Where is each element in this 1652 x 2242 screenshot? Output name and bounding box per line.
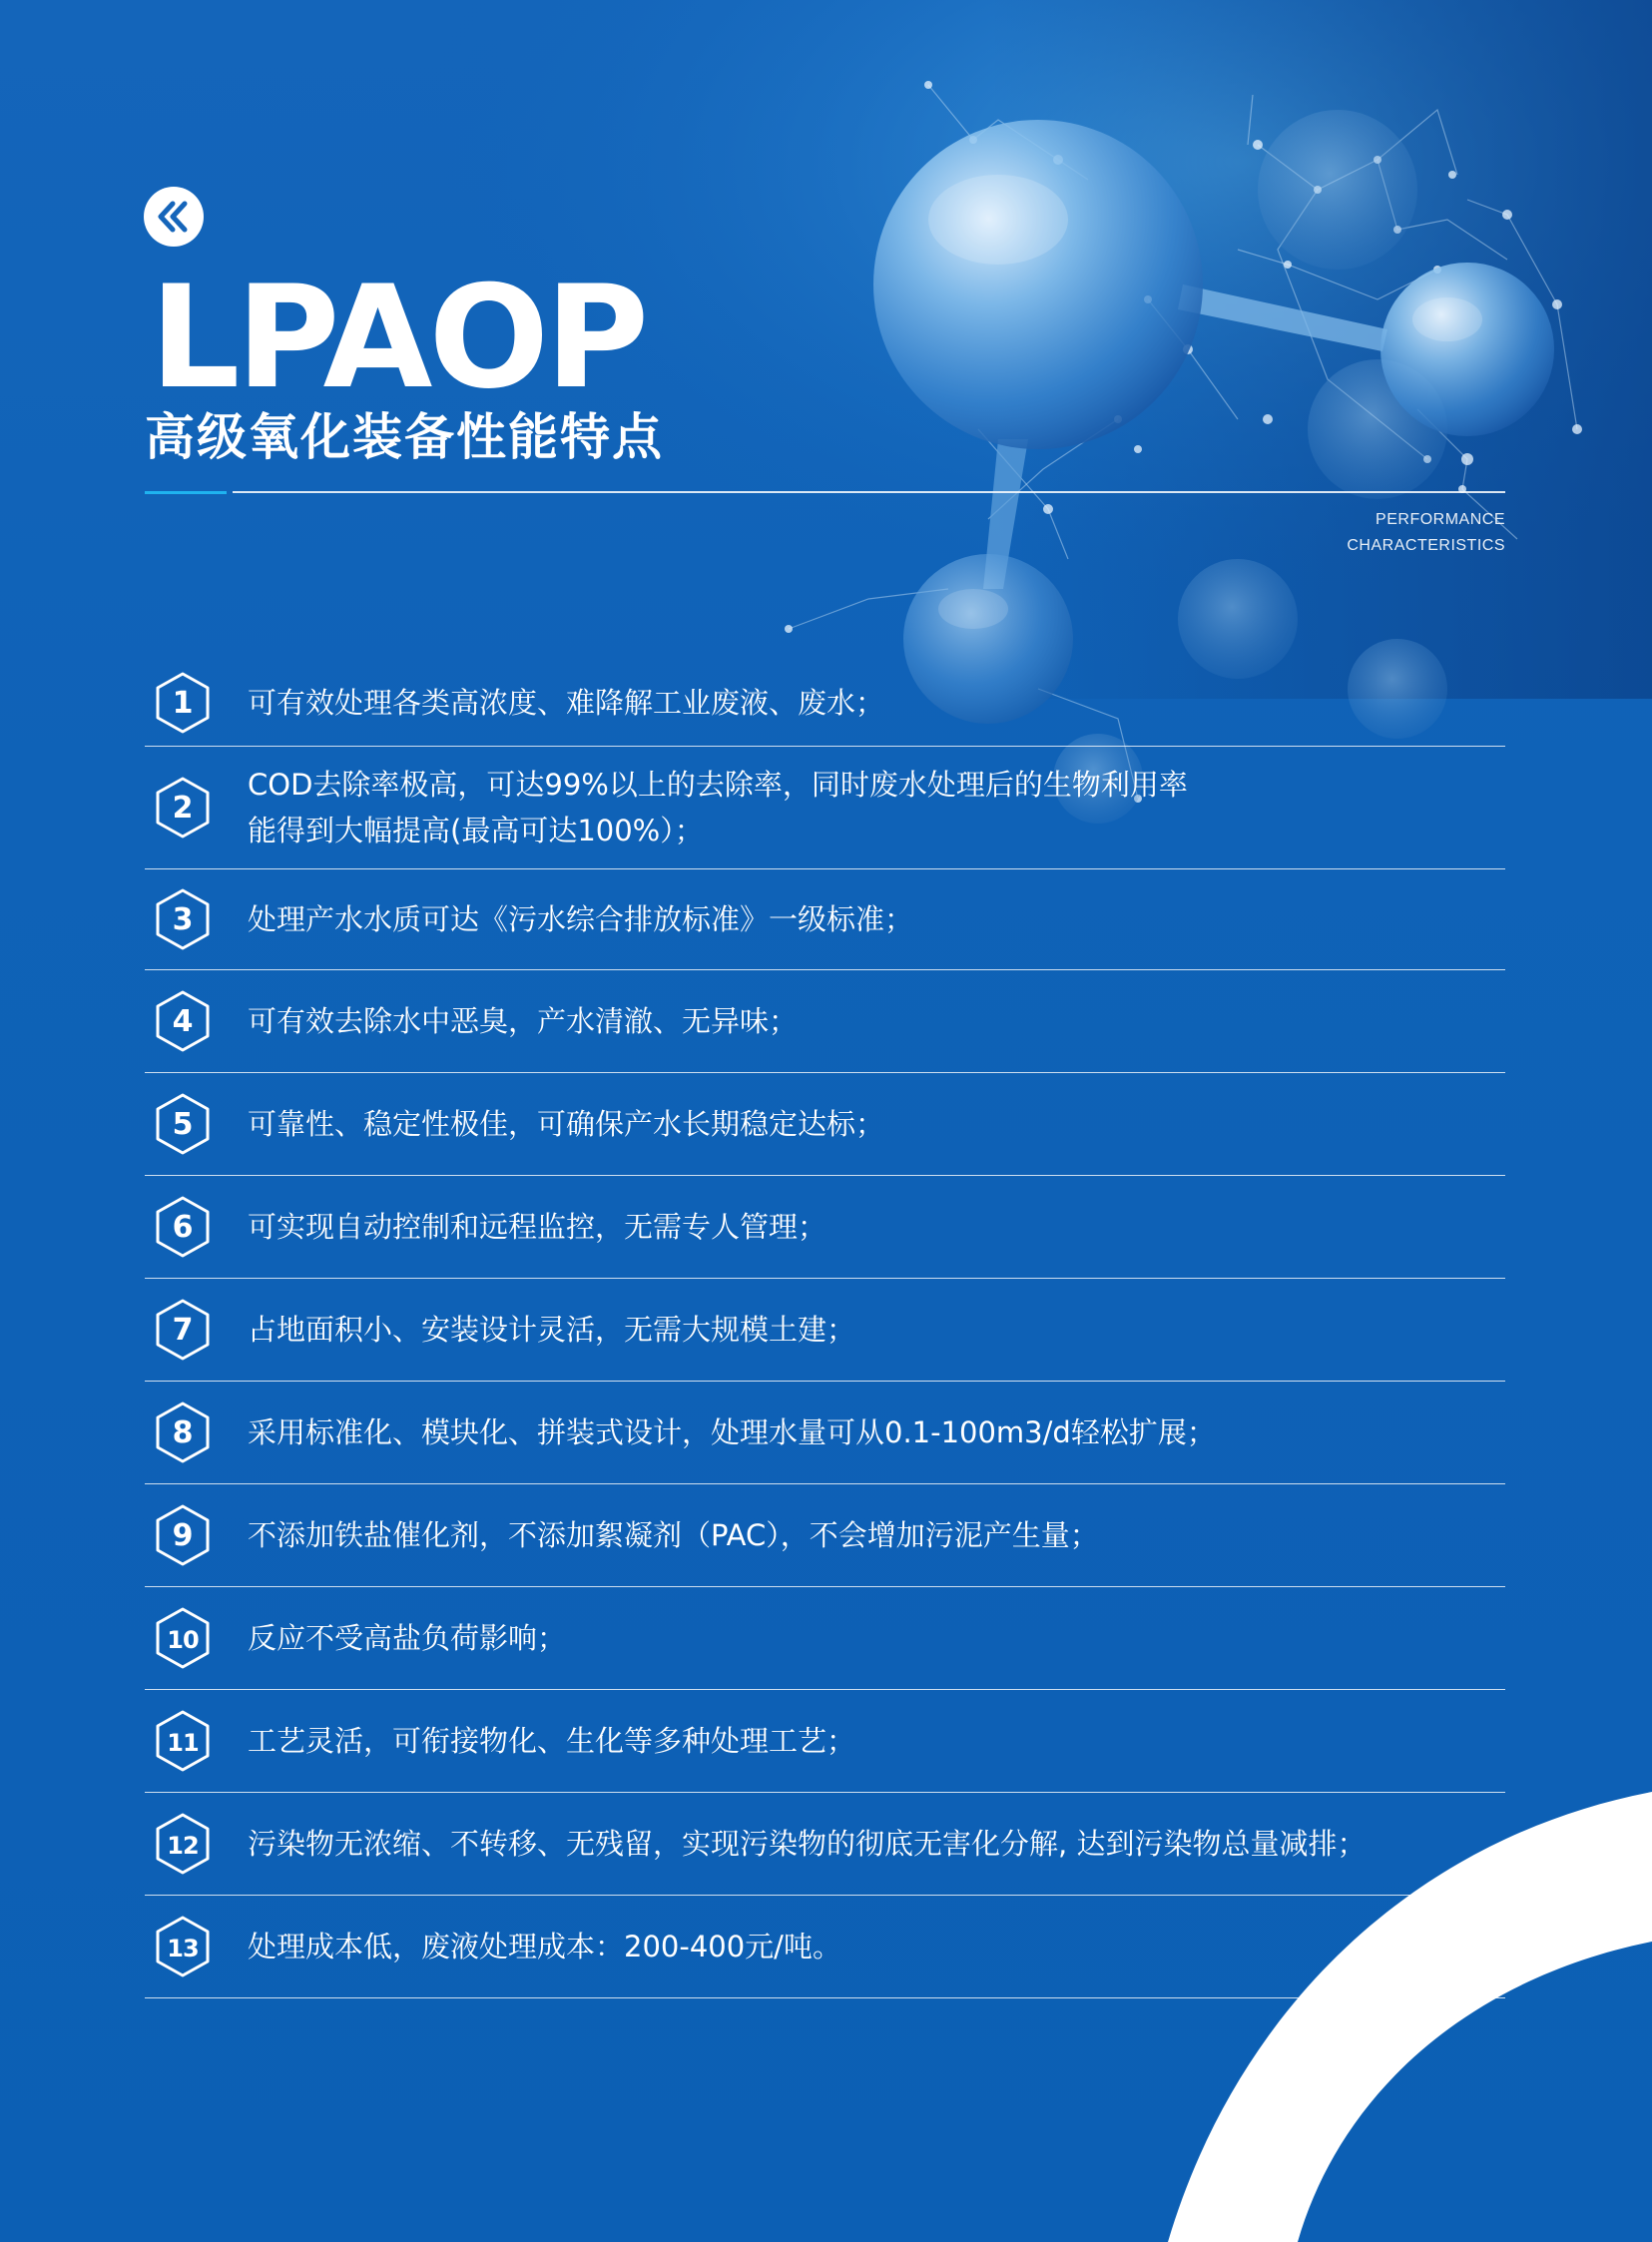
list-item: [145, 1793, 1505, 1896]
badge-number: 7: [172, 1313, 194, 1348]
list-item: [145, 1484, 1505, 1587]
number-hexagon-badge: [155, 671, 211, 735]
feature-text: 占地面积小、安装设计灵活，无需大规模土建；: [248, 1313, 856, 1347]
badge-number: 3: [172, 902, 194, 937]
hexagon-icon: [155, 989, 211, 1053]
list-item: [145, 1073, 1505, 1176]
section-tag-line-2: CHARACTERISTICS: [1347, 537, 1505, 554]
feature-text: 不添加铁盐催化剂，不添加絮凝剂（PAC），不会增加污泥产生量；: [248, 1518, 1099, 1552]
feature-list: [145, 659, 1505, 1998]
hexagon-icon: [155, 776, 211, 840]
list-item: [145, 659, 1505, 747]
list-item: [145, 869, 1505, 970]
feature-text: 处理产水水质可达《污水综合排放标准》一级标准；: [248, 902, 914, 936]
hexagon-icon: [155, 1195, 211, 1259]
page-subtitle: 高级氧化装备性能特点: [145, 408, 664, 466]
badge-number: 8: [172, 1415, 194, 1450]
list-item: [145, 1176, 1505, 1279]
badge-number: 12: [167, 1832, 199, 1860]
feature-text: 污染物无浓缩、不转移、无残留，实现污染物的彻底无害化分解, 达到污染物总量减排；: [248, 1827, 1367, 1861]
number-hexagon-badge: [155, 1915, 211, 1978]
number-hexagon-badge: [155, 1092, 211, 1156]
hexagon-icon: [155, 1709, 211, 1773]
badge-number: 2: [172, 791, 194, 826]
feature-text: 可有效去除水中恶臭，产水清澈、无异味；: [248, 1004, 799, 1038]
number-hexagon-badge: [155, 1709, 211, 1773]
feature-text: 可靠性、稳定性极佳，可确保产水长期稳定达标；: [248, 1107, 885, 1141]
hexagon-icon: [155, 1503, 211, 1567]
hexagon-icon: [155, 1092, 211, 1156]
feature-text: 处理成本低，废液处理成本：200-400元/吨。: [248, 1930, 841, 1963]
hexagon-icon: [155, 1915, 211, 1978]
hexagon-icon: [155, 1298, 211, 1362]
hexagon-icon: [155, 1401, 211, 1464]
title-divider: [233, 491, 1505, 493]
title-accent-rule: [145, 491, 227, 494]
number-hexagon-badge: [155, 887, 211, 951]
feature-text: 可有效处理各类高浓度、难降解工业废液、废水；: [248, 685, 885, 720]
feature-text: 工艺灵活，可衔接物化、生化等多种处理工艺；: [248, 1724, 856, 1758]
number-hexagon-badge: [155, 1606, 211, 1670]
badge-number: 5: [172, 1107, 194, 1142]
feature-text: 采用标准化、模块化、拼装式设计，处理水量可从0.1-100m3/d轻松扩展；: [248, 1415, 1216, 1449]
hexagon-icon: [155, 1812, 211, 1876]
list-item: [145, 1279, 1505, 1382]
list-item: [145, 970, 1505, 1073]
number-hexagon-badge: [155, 1298, 211, 1362]
page-title: LPAOP: [150, 256, 646, 420]
feature-text: 反应不受高盐负荷影响；: [248, 1621, 567, 1655]
hexagon-icon: [155, 1606, 211, 1670]
number-hexagon-badge: [155, 1812, 211, 1876]
number-hexagon-badge: [155, 1195, 211, 1259]
badge-number: 1: [172, 685, 194, 721]
list-item: [145, 1382, 1505, 1484]
badge-number: 4: [172, 1004, 194, 1039]
badge-number: 13: [167, 1935, 199, 1962]
badge-number: 9: [172, 1518, 194, 1553]
feature-text: 可实现自动控制和远程监控，无需专人管理；: [248, 1210, 827, 1244]
section-tag: [1347, 507, 1505, 559]
list-item: [145, 747, 1505, 869]
badge-number: 6: [172, 1210, 194, 1245]
section-tag-line-1: PERFORMANCE: [1376, 511, 1505, 528]
feature-text: COD去除率极高，可达99%以上的去除率，同时废水处理后的生物利用率 能得到大幅提高(最高可达100%）；: [248, 768, 1188, 847]
badge-number: 11: [167, 1729, 199, 1757]
hexagon-icon: [155, 671, 211, 735]
chevron-double-left-icon[interactable]: [143, 186, 205, 248]
list-item: [145, 1896, 1505, 1998]
number-hexagon-badge: [155, 1503, 211, 1567]
badge-number: 10: [167, 1626, 199, 1654]
hexagon-icon: [155, 887, 211, 951]
number-hexagon-badge: [155, 989, 211, 1053]
number-hexagon-badge: [155, 1401, 211, 1464]
list-item: [145, 1690, 1505, 1793]
list-item: [145, 1587, 1505, 1690]
number-hexagon-badge: [155, 776, 211, 840]
